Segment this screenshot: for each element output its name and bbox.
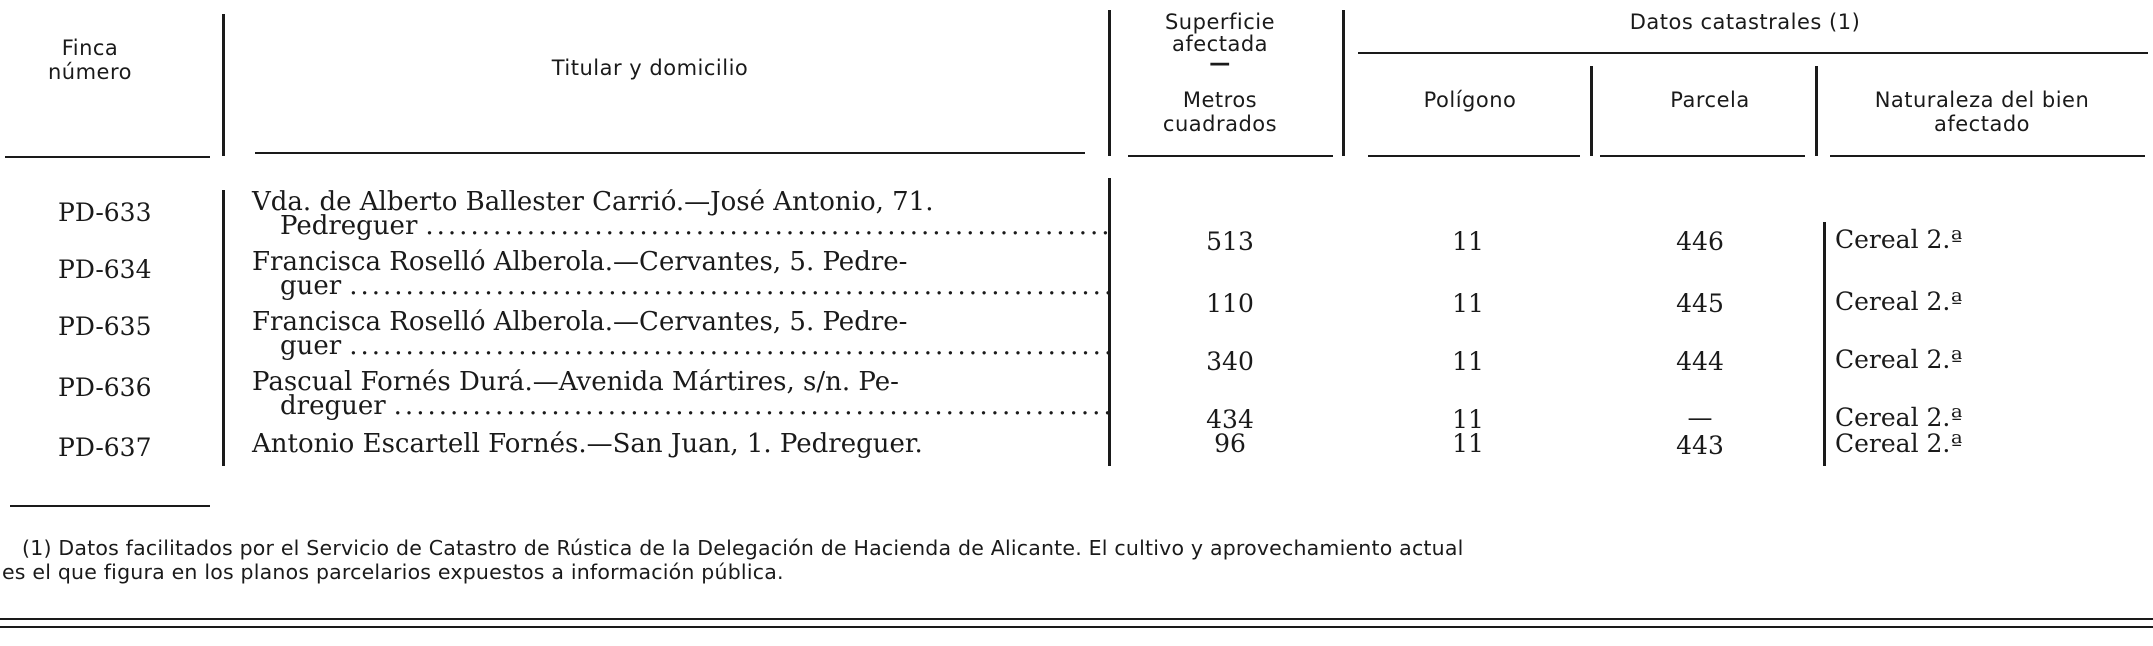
finca-header-line1: Finca [61, 36, 119, 60]
titular-line1: Pascual Fornés Durá.—Avenida Mártires, s/n. Pe- [252, 367, 899, 397]
metros-value: 110 [1206, 289, 1254, 318]
metros-header [1115, 88, 1325, 136]
titular-line1: Francisca Roselló Alberola.—Cervantes, 5. Pedre- [252, 247, 908, 277]
col-rule-finca [222, 14, 225, 156]
poligono-value: 11 [1452, 289, 1484, 318]
titular-header: Titular y domicilio [551, 56, 749, 80]
superficie-header-line1: Superficie [1164, 10, 1276, 34]
leader-dots [394, 392, 1111, 420]
titular-line1: Antonio Escartell Fornés.—San Juan, 1. Pedreguer. [252, 429, 923, 459]
body-rule-finca [222, 190, 225, 466]
poligono-header: Polígono [1423, 88, 1517, 112]
finca-header [20, 36, 160, 84]
col-rule-parcela [1815, 66, 1818, 156]
parcela-value: 446 [1676, 227, 1724, 256]
metros-value: 96 [1214, 429, 1246, 458]
leader-dots [425, 212, 1111, 240]
leader-dots [349, 332, 1111, 360]
parcela-value: — [1687, 403, 1713, 432]
titular-line2 [252, 272, 1111, 300]
parcela-header: Parcela [1670, 88, 1750, 112]
footnote-line2: es el que figura en los planos parcelarios expuestos a información pública. [2, 560, 784, 584]
finca-number: PD-633 [58, 198, 152, 227]
superficie-dash: — [1209, 51, 1231, 75]
parcela-value: 443 [1676, 431, 1724, 460]
header-rule-superficie [1128, 155, 1333, 157]
metros-value: 340 [1206, 347, 1254, 376]
datos-catastrales-header: Datos catastrales (1) [1629, 10, 1861, 34]
header-rule-titular [255, 152, 1085, 154]
col-rule-superficie [1342, 10, 1345, 156]
poligono-value: 11 [1452, 227, 1484, 256]
parcela-value: 445 [1676, 289, 1724, 318]
metros-value: 434 [1206, 405, 1254, 434]
header-rule-naturaleza [1830, 155, 2145, 157]
titular-line1: Francisca Roselló Alberola.—Cervantes, 5. Pedre- [252, 307, 908, 337]
finca-number: PD-637 [58, 433, 152, 462]
naturaleza-header-line1: Naturaleza del bien [1874, 88, 2090, 112]
superficie-header-line2: afectada [1171, 32, 1269, 56]
titular-line2 [252, 392, 1111, 420]
poligono-value: 11 [1452, 347, 1484, 376]
metros-value: 513 [1206, 227, 1254, 256]
header-rule-parcela [1600, 155, 1805, 157]
naturaleza-value: Cereal 2.ª [1835, 403, 1963, 432]
body-rule-superficie [1823, 222, 1826, 466]
header-rule-poligono [1368, 155, 1580, 157]
footnote-rule [10, 505, 210, 507]
poligono-value: 11 [1452, 429, 1484, 458]
poligono-value: 11 [1452, 405, 1484, 434]
metros-header-line2: cuadrados [1162, 112, 1278, 136]
finca-number: PD-634 [58, 255, 152, 284]
parcela-value: 444 [1676, 347, 1724, 376]
titular-line1: Vda. de Alberto Ballester Carrió.—José Antonio, 71. [252, 187, 934, 217]
finca-number: PD-635 [58, 312, 152, 341]
titular-line2 [252, 212, 1111, 240]
col-rule-poligono [1590, 66, 1593, 156]
titular-continuation: dreguer [280, 391, 386, 421]
leader-dots [349, 272, 1111, 300]
finca-header-line2: número [47, 60, 133, 84]
naturaleza-value: Cereal 2.ª [1835, 225, 1963, 254]
header-rule-finca [5, 156, 210, 158]
finca-number: PD-636 [58, 373, 152, 402]
metros-header-line1: Metros [1182, 88, 1258, 112]
naturaleza-header [1822, 88, 2142, 136]
closing-rule-top [0, 618, 2153, 620]
naturaleza-header-line2: afectado [1933, 112, 2030, 136]
footnote-line1: (1) Datos facilitados por el Servicio de Catastro de Rústica de la Delegación de Hacienda de Alicante. El cultivo y aprovechamiento actual [22, 536, 1464, 560]
superficie-header [1115, 10, 1325, 75]
titular-continuation: guer [280, 331, 342, 361]
titular-continuation: Pedreguer [280, 211, 418, 241]
datos-underline [1358, 52, 2148, 54]
closing-rule-bottom [0, 626, 2153, 628]
naturaleza-value: Cereal 2.ª [1835, 429, 1963, 458]
col-rule-titular [1108, 10, 1111, 156]
titular-continuation: guer [280, 271, 342, 301]
titular-line2 [252, 332, 1111, 360]
naturaleza-value: Cereal 2.ª [1835, 345, 1963, 374]
naturaleza-value: Cereal 2.ª [1835, 287, 1963, 316]
